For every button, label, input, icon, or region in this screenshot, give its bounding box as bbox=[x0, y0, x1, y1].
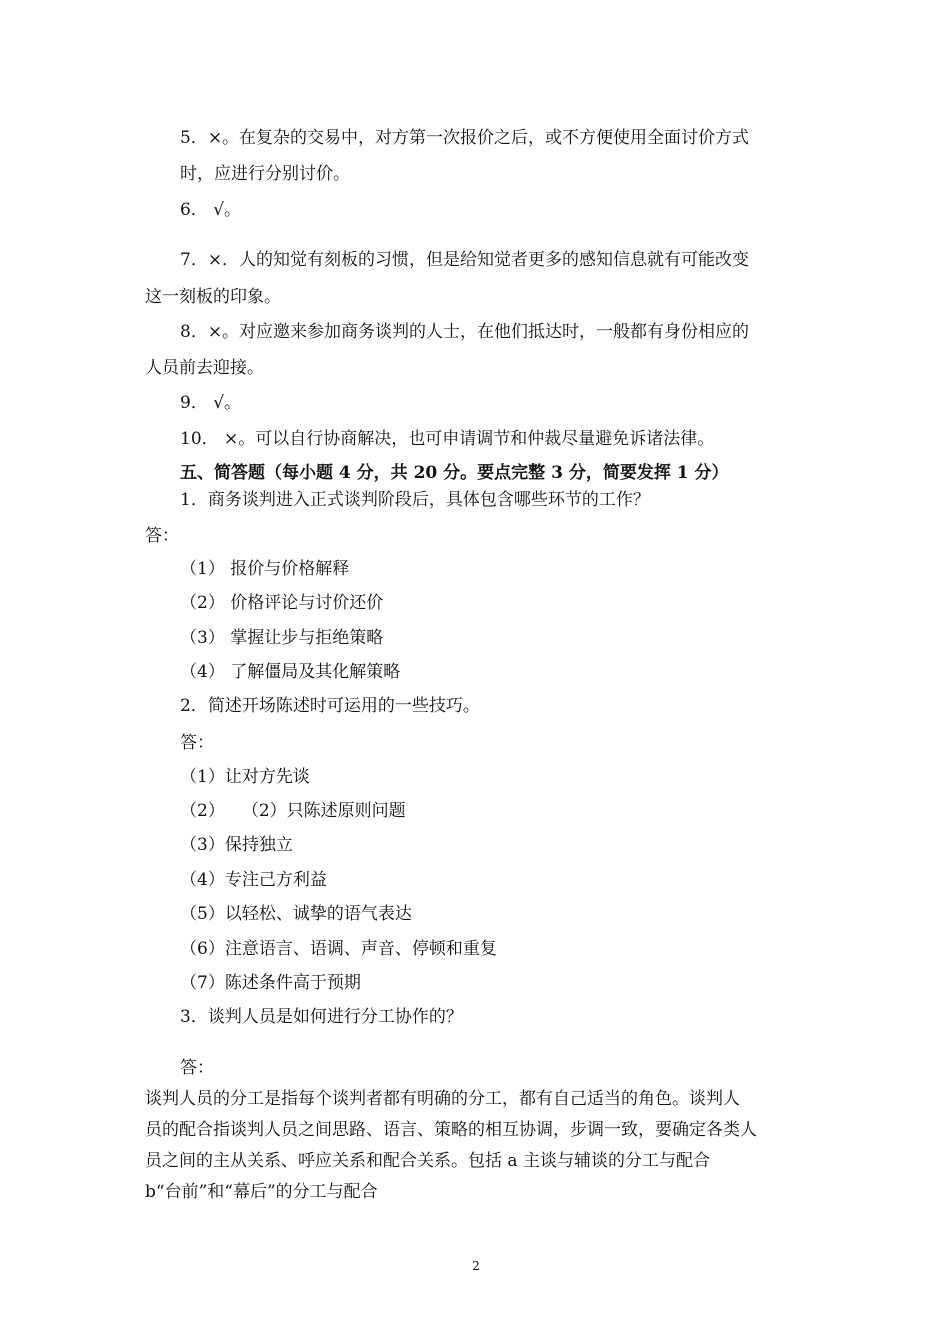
question-2: 2．简述开场陈述时可运用的一些技巧。 bbox=[180, 696, 480, 716]
question-2-item-6: （6）注意语言、语调、声音、停顿和重复 bbox=[180, 939, 497, 959]
question-1: 1．商务谈判进入正式谈判阶段后，具体包含哪些环节的工作？ bbox=[180, 490, 650, 510]
answer-10: 10． ×。可以自行协商解决，也可申请调节和仲裁尽量避免诉诸法律。 bbox=[180, 429, 715, 449]
section-5-heading: 五、简答题（每小题 4 分，共 20 分。要点完整 3 分，简要发挥 1 分） bbox=[180, 463, 729, 483]
question-2-item-4: （4）专注己方利益 bbox=[180, 870, 327, 890]
question-3: 3．谈判人员是如何进行分工协作的？ bbox=[180, 1007, 463, 1027]
question-3-answer-line-2: 员的配合指谈判人员之间思路、语言、策略的相互协调，步调一致，要确定各类人 bbox=[145, 1120, 757, 1140]
question-2-item-1: （1）让对方先谈 bbox=[180, 767, 310, 787]
answer-5-line-1: 5．×。在复杂的交易中，对方第一次报价之后，或不方便使用全面讨价方式 bbox=[180, 128, 750, 148]
answer-5-line-2: 时，应进行分别讨价。 bbox=[180, 164, 350, 184]
answer-7-line-1: 7．×．人的知觉有刻板的习惯，但是给知觉者更多的感知信息就有可能改变 bbox=[180, 250, 750, 270]
question-1-item-3: （3） 掌握让步与拒绝策略 bbox=[180, 628, 384, 648]
question-1-answer-label: 答： bbox=[145, 526, 179, 546]
answer-9: 9． √。 bbox=[180, 393, 242, 413]
answer-6: 6． √。 bbox=[180, 200, 242, 220]
answer-8-line-2: 人员前去迎接。 bbox=[145, 358, 264, 378]
question-1-item-2: （2） 价格评论与讨价还价 bbox=[180, 593, 384, 613]
question-2-item-2: （2） （2）只陈述原则问题 bbox=[180, 801, 406, 821]
question-2-answer-label: 答： bbox=[180, 733, 214, 753]
question-2-item-7: （7）陈述条件高于预期 bbox=[180, 973, 361, 993]
question-1-item-1: （1） 报价与价格解释 bbox=[180, 559, 350, 579]
question-2-item-5: （5）以轻松、诚挚的语气表达 bbox=[180, 904, 412, 924]
question-3-answer-label: 答： bbox=[180, 1058, 214, 1078]
answer-7-line-2: 这一刻板的印象。 bbox=[145, 287, 281, 307]
question-2-item-3: （3）保持独立 bbox=[180, 835, 293, 855]
answer-8-line-1: 8．×。对应邀来参加商务谈判的人士，在他们抵达时，一般都有身份相应的 bbox=[180, 322, 750, 342]
question-3-answer-line-3: 员之间的主从关系、呼应关系和配合关系。包括 a 主谈与辅谈的分工与配合 bbox=[145, 1151, 710, 1171]
question-3-answer-line-4: b“台前”和“幕后”的分工与配合 bbox=[145, 1182, 378, 1202]
question-1-item-4: （4） 了解僵局及其化解策略 bbox=[180, 662, 401, 682]
page-number: 2 bbox=[472, 1259, 480, 1273]
question-3-answer-line-1: 谈判人员的分工是指每个谈判者都有明确的分工，都有自己适当的角色。谈判人 bbox=[145, 1089, 740, 1109]
